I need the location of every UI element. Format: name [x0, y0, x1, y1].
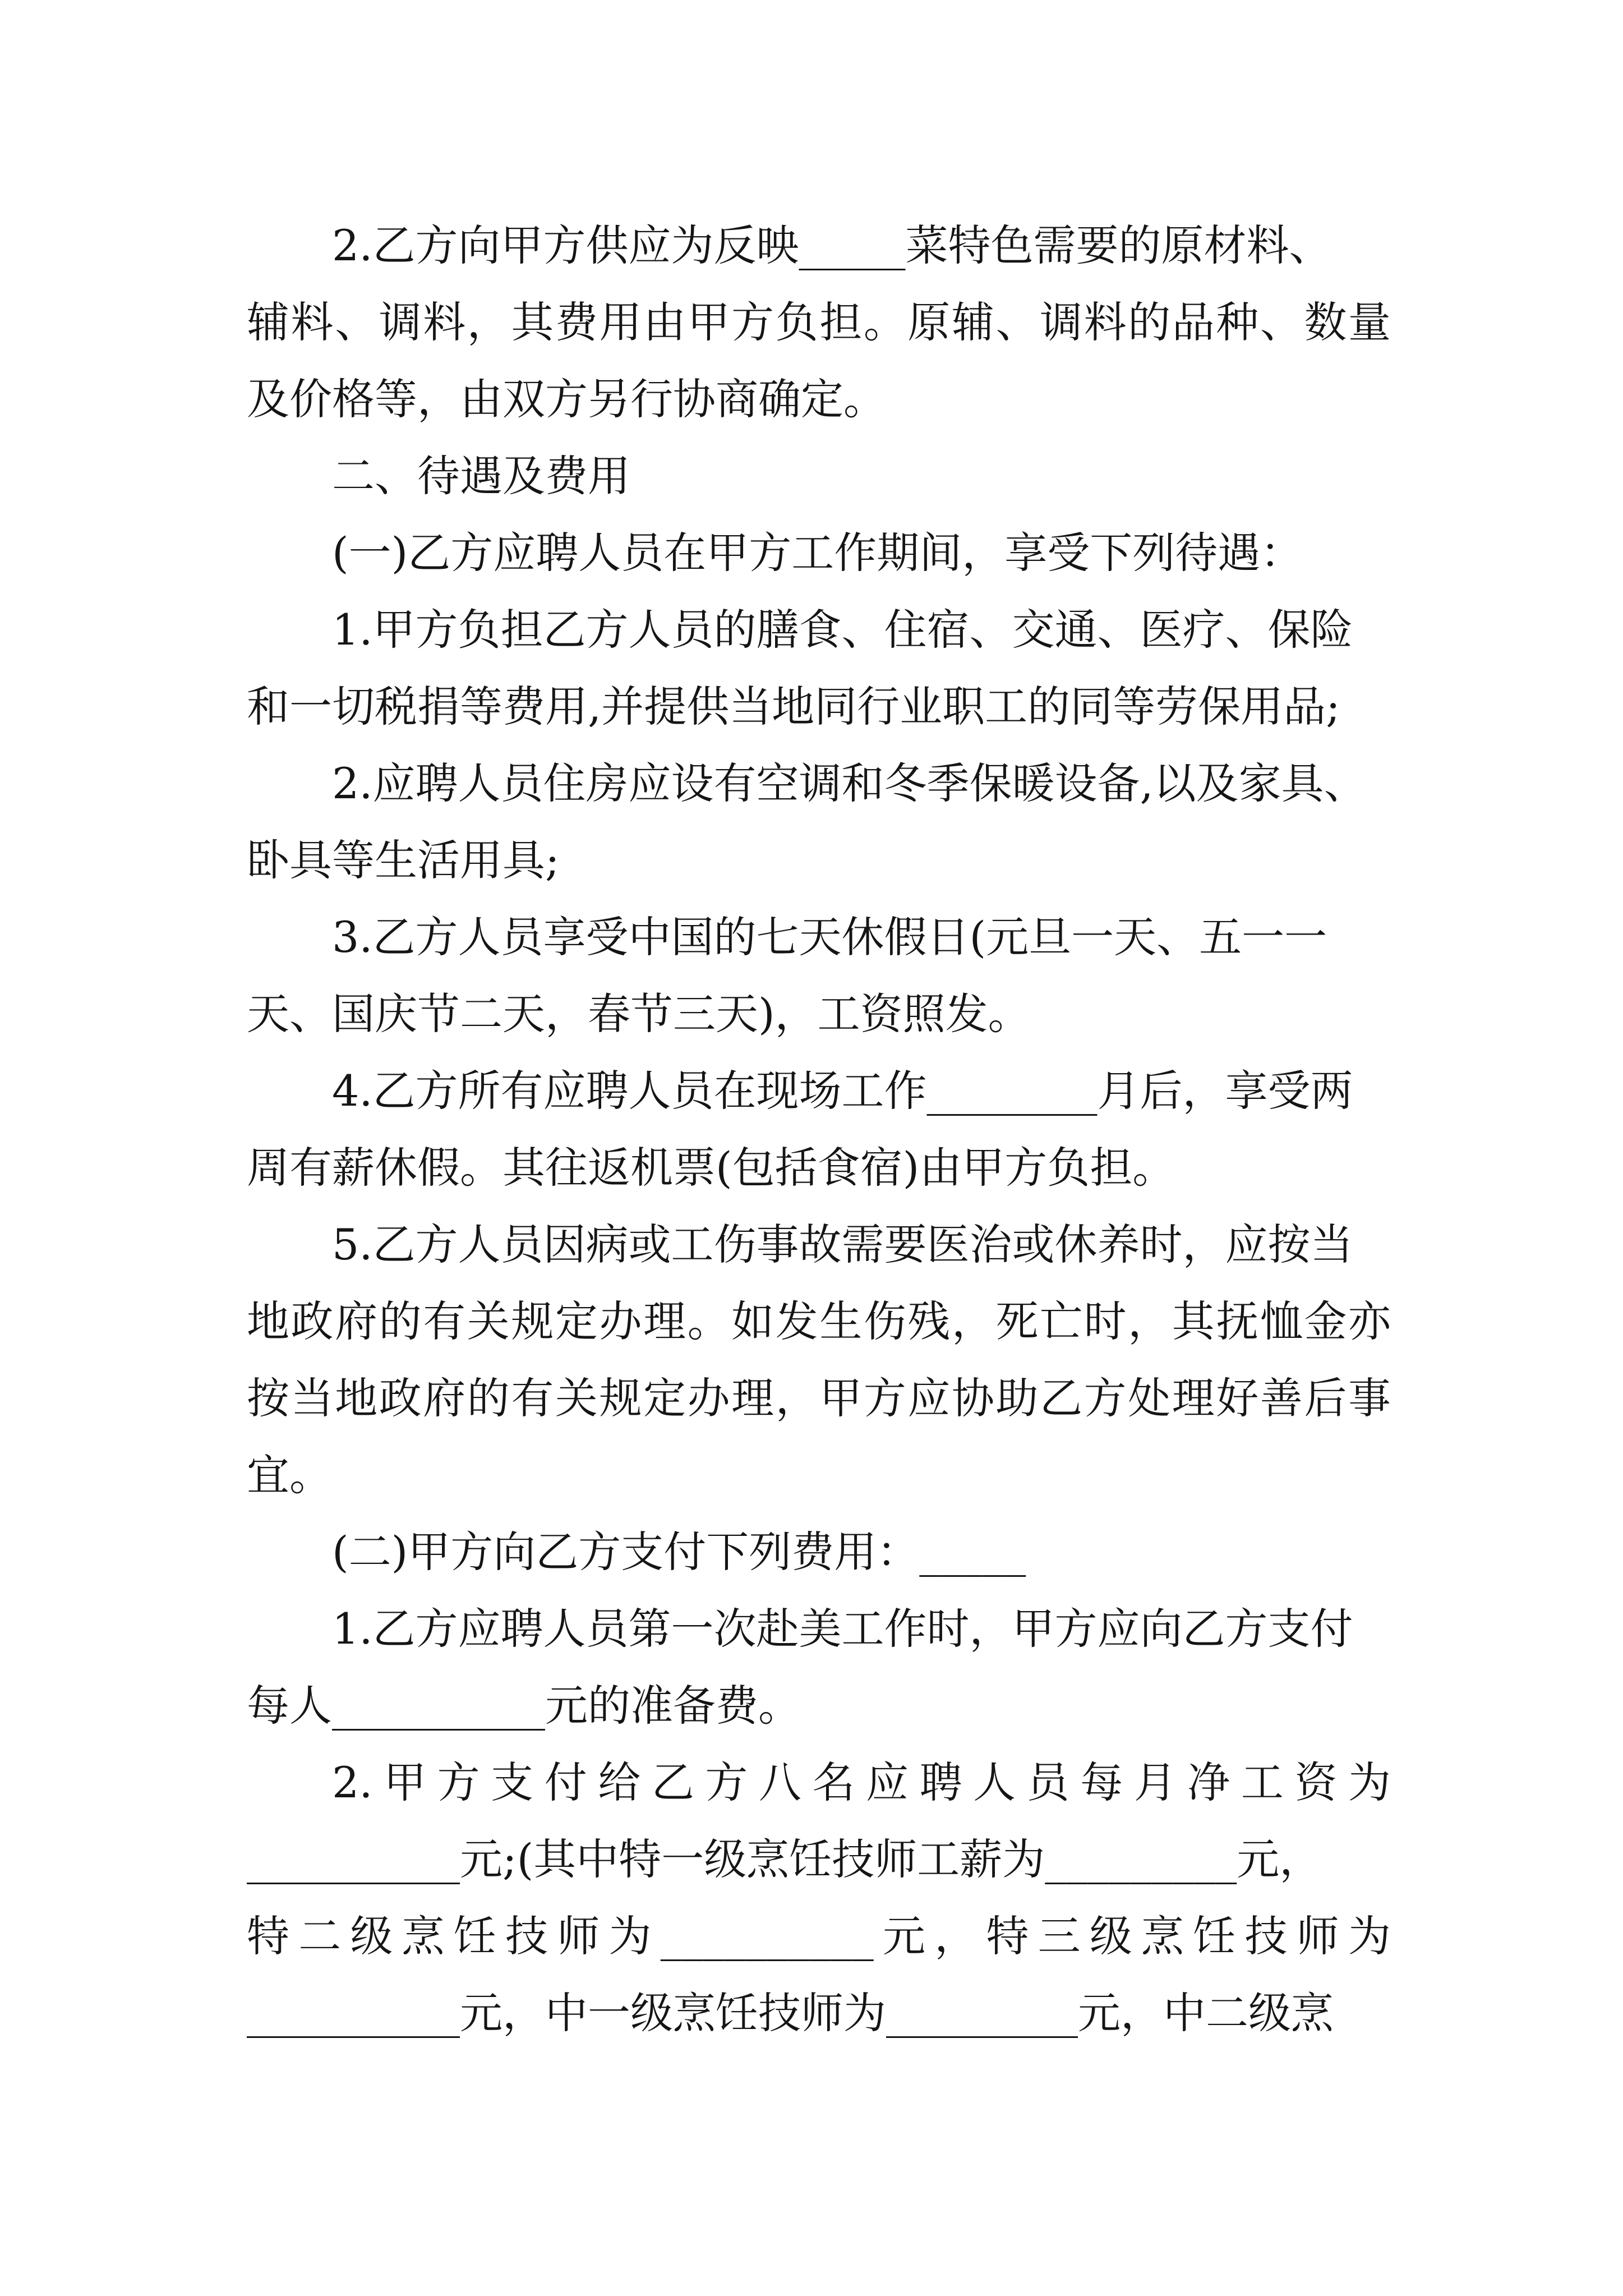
paragraph-line: 特二级烹饪技师为__________元，特三级烹饪技师为 [247, 1911, 1391, 1961]
paragraph-line: 4.乙方所有应聘人员在现场工作________月后，享受两 [332, 1066, 1353, 1116]
paragraph-line: 卧具等生活用具; [247, 835, 560, 885]
paragraph-line: 2.甲方支付给乙方八名应聘人员每月净工资为 [332, 1757, 1391, 1807]
paragraph-line: 辅料、调料，其费用由甲方负担。原辅、调料的品种、数量 [247, 297, 1391, 347]
paragraph-line: 按当地政府的有关规定办理，甲方应协助乙方处理好善后事 [247, 1373, 1391, 1423]
paragraph-line: 2.应聘人员住房应设有空调和冬季保暖设备,以及家具、 [332, 758, 1367, 808]
paragraph-line: 2.乙方向甲方供应为反映_____菜特色需要的原材料、 [332, 220, 1332, 270]
paragraph-line: 地政府的有关规定办理。如发生伤残，死亡时，其抚恤金亦 [247, 1296, 1391, 1346]
paragraph-line: 周有薪休假。其往返机票(包括食宿)由甲方负担。 [247, 1143, 1175, 1193]
paragraph-line: 5.乙方人员因病或工伤事故需要医治或休养时，应按当 [332, 1220, 1353, 1269]
section-heading: 二、待遇及费用 [332, 451, 630, 501]
paragraph-line: __________元;(其中特一级烹饪技师工薪为_________元， [247, 1834, 1322, 1884]
subsection-heading: (一)乙方应聘人员在甲方工作期间，享受下列待遇： [332, 528, 1303, 578]
paragraph-line: 1.乙方应聘人员第一次赴美工作时，甲方应向乙方支付 [332, 1604, 1353, 1654]
paragraph-line: 每人__________元的准备费。 [247, 1681, 801, 1731]
paragraph-line: __________元，中一级烹饪技师为_________元，中二级烹 [247, 1988, 1334, 2038]
paragraph-line: 及价格等，由双方另行协商确定。 [247, 374, 886, 424]
paragraph-line: 天、国庆节二天，春节三天)，工资照发。 [247, 989, 1031, 1039]
subsection-heading: (二)甲方向乙方支付下列费用：_____ [332, 1527, 1026, 1577]
paragraph-line: 宜。 [247, 1450, 332, 1500]
paragraph-line: 1.甲方负担乙方人员的膳食、住宿、交通、医疗、保险 [332, 605, 1353, 655]
paragraph-line: 3.乙方人员享受中国的七天休假日(元旦一天、五一一 [332, 912, 1327, 962]
paragraph-line: 和一切税捐等费用,并提供当地同行业职工的同等劳保用品; [247, 682, 1340, 731]
